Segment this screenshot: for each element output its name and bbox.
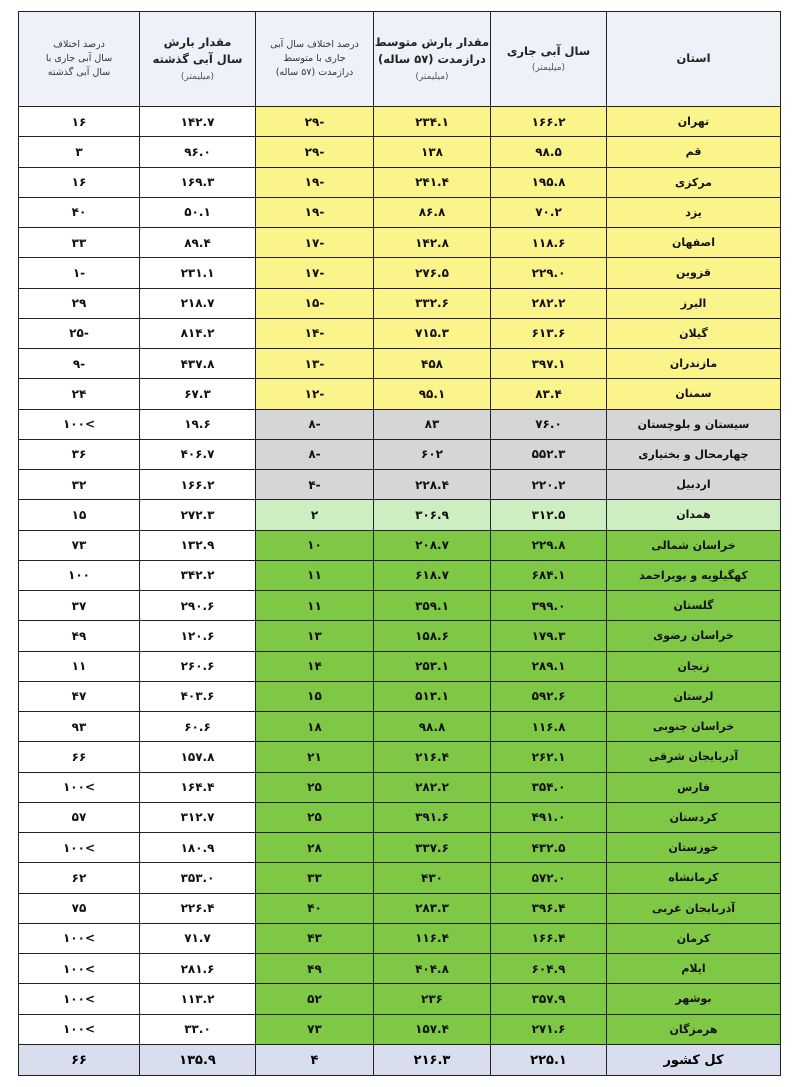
province-cell: اردبیل xyxy=(607,470,781,500)
diff-last-year-cell: >۱۰۰ xyxy=(19,833,140,863)
longterm-average-cell: ۳۰۶.۹ xyxy=(374,500,491,530)
diff-longterm-cell: -۱۴ xyxy=(256,318,374,348)
longterm-average-cell: ۲۳۶ xyxy=(374,984,491,1014)
last-year-cell: ۶۰.۶ xyxy=(140,712,256,742)
longterm-average-cell: ۶۰۲ xyxy=(374,439,491,469)
province-cell: گیلان xyxy=(607,318,781,348)
table-row xyxy=(19,1014,781,1045)
longterm-average-cell: ۲۲۸.۴ xyxy=(374,470,491,500)
diff-last-year-cell: ۱۵ xyxy=(19,500,140,530)
current-year-cell: ۱۶۶.۲ xyxy=(491,107,607,137)
diff-last-year-cell: ۱۶ xyxy=(19,167,140,197)
province-cell: سیستان و بلوچستان xyxy=(607,409,781,439)
diff-last-year-cell: ۳۲ xyxy=(19,470,140,500)
last-year-cell: ۲۱۸.۷ xyxy=(140,288,256,318)
table-row xyxy=(19,379,781,409)
header-current-year xyxy=(491,12,607,107)
total-last-year-cell: ۱۳۵.۹ xyxy=(140,1045,256,1076)
total-diff-last-year-cell: ۶۶ xyxy=(19,1045,140,1076)
diff-longterm-cell: -۲۹ xyxy=(256,137,374,167)
diff-last-year-cell: >۱۰۰ xyxy=(19,409,140,439)
province-cell: همدان xyxy=(607,500,781,530)
diff-last-year-cell: ۵۷ xyxy=(19,802,140,832)
longterm-average-cell: ۷۱۵.۳ xyxy=(374,318,491,348)
longterm-average-cell: ۲۸۲.۲ xyxy=(374,772,491,802)
last-year-cell: ۳۴۲.۲ xyxy=(140,560,256,590)
longterm-average-cell: ۲۱۶.۴ xyxy=(374,742,491,772)
table-row xyxy=(19,318,781,348)
header-diff-longterm-line1: درصد اختلاف سال آبی xyxy=(270,38,359,50)
longterm-average-cell: ۱۵۷.۴ xyxy=(374,1014,491,1045)
longterm-average-cell: ۱۱۶.۴ xyxy=(374,923,491,953)
province-cell: کرمان xyxy=(607,923,781,953)
longterm-average-cell: ۹۵.۱ xyxy=(374,379,491,409)
total-average-cell: ۲۱۶.۳ xyxy=(374,1045,491,1076)
longterm-average-cell: ۲۰۸.۷ xyxy=(374,530,491,560)
precipitation-table-container xyxy=(18,11,780,1076)
last-year-cell: ۱۳۲.۹ xyxy=(140,530,256,560)
longterm-average-cell: ۱۴۲.۸ xyxy=(374,228,491,258)
table-row xyxy=(19,258,781,288)
diff-longterm-cell: ۴۳ xyxy=(256,923,374,953)
current-year-cell: ۳۹۶.۴ xyxy=(491,893,607,923)
last-year-cell: ۱۸۰.۹ xyxy=(140,833,256,863)
diff-last-year-cell: >۱۰۰ xyxy=(19,1014,140,1045)
last-year-cell: ۵۰.۱ xyxy=(140,197,256,227)
header-diff-longterm xyxy=(256,12,374,107)
province-cell: زنجان xyxy=(607,651,781,681)
province-cell: بوشهر xyxy=(607,984,781,1014)
province-cell: چهارمحال و بختیاری xyxy=(607,439,781,469)
longterm-average-cell: ۶۱۸.۷ xyxy=(374,560,491,590)
header-province: استان xyxy=(607,12,781,107)
province-cell: آذربایجان شرقی xyxy=(607,742,781,772)
diff-last-year-cell: -۱ xyxy=(19,258,140,288)
diff-longterm-cell: ۱۵ xyxy=(256,681,374,711)
header-last-year xyxy=(140,12,256,107)
diff-longterm-cell: -۱۷ xyxy=(256,228,374,258)
diff-last-year-cell: ۲۴ xyxy=(19,379,140,409)
last-year-cell: ۳۱۲.۷ xyxy=(140,802,256,832)
header-last-year-unit: (میلیمتر) xyxy=(180,71,215,82)
province-cell: کهگیلویه و بویراحمد xyxy=(607,560,781,590)
table-row xyxy=(19,349,781,379)
last-year-cell: ۲۳۱.۱ xyxy=(140,258,256,288)
current-year-cell: ۶۰۴.۹ xyxy=(491,954,607,984)
table-row xyxy=(19,288,781,318)
table-row xyxy=(19,802,781,832)
longterm-average-cell: ۴۵۸ xyxy=(374,349,491,379)
table-row xyxy=(19,742,781,772)
province-cell: تهران xyxy=(607,107,781,137)
province-cell: لرستان xyxy=(607,681,781,711)
province-cell: ایلام xyxy=(607,954,781,984)
header-diff-last-year xyxy=(19,12,140,107)
current-year-cell: ۵۷۲.۰ xyxy=(491,863,607,893)
longterm-average-cell: ۳۳۷.۶ xyxy=(374,833,491,863)
current-year-cell: ۲۸۹.۱ xyxy=(491,651,607,681)
header-longterm-average-line2: درازمدت (۵۷ ساله) xyxy=(378,52,486,67)
diff-longterm-cell: ۱۱ xyxy=(256,591,374,621)
current-year-cell: ۲۶۲.۱ xyxy=(491,742,607,772)
header-longterm-average-unit: (میلیمتر) xyxy=(415,71,449,82)
diff-last-year-cell: ۷۵ xyxy=(19,893,140,923)
last-year-cell: ۳۳.۰ xyxy=(140,1014,256,1045)
current-year-cell: ۶۱۳.۶ xyxy=(491,318,607,348)
last-year-cell: ۱۱۳.۲ xyxy=(140,984,256,1014)
diff-longterm-cell: -۸ xyxy=(256,409,374,439)
table-row xyxy=(19,107,781,137)
longterm-average-cell: ۴۳۰ xyxy=(374,863,491,893)
diff-last-year-cell: ۱۱ xyxy=(19,651,140,681)
last-year-cell: ۱۴۲.۷ xyxy=(140,107,256,137)
longterm-average-cell: ۵۱۳.۱ xyxy=(374,681,491,711)
table-row xyxy=(19,893,781,923)
current-year-cell: ۴۹۱.۰ xyxy=(491,802,607,832)
diff-last-year-cell: ۴۹ xyxy=(19,621,140,651)
last-year-cell: ۲۸۱.۶ xyxy=(140,954,256,984)
table-row xyxy=(19,560,781,590)
header-current-year-label: سال آبی جاری xyxy=(506,43,591,58)
longterm-average-cell: ۹۸.۸ xyxy=(374,712,491,742)
diff-last-year-cell: ۳۷ xyxy=(19,591,140,621)
province-cell: کرمانشاه xyxy=(607,863,781,893)
longterm-average-cell: ۲۷۶.۵ xyxy=(374,258,491,288)
longterm-average-cell: ۲۸۳.۳ xyxy=(374,893,491,923)
table-row xyxy=(19,228,781,258)
longterm-average-cell: ۸۶.۸ xyxy=(374,197,491,227)
diff-last-year-cell: ۷۳ xyxy=(19,530,140,560)
header-last-year-line2: سال آبی گذشته xyxy=(152,52,243,67)
table-row xyxy=(19,409,781,439)
header-diff-last-year-line1: درصد اختلاف xyxy=(53,38,105,50)
current-year-cell: ۷۶.۰ xyxy=(491,409,607,439)
total-current-cell: ۲۲۵.۱ xyxy=(491,1045,607,1076)
table-row xyxy=(19,439,781,469)
diff-last-year-cell: ۴۷ xyxy=(19,681,140,711)
province-cell: مازندران xyxy=(607,349,781,379)
last-year-cell: ۴۰۳.۶ xyxy=(140,681,256,711)
table-row xyxy=(19,591,781,621)
table-row xyxy=(19,954,781,984)
province-cell: سمنان xyxy=(607,379,781,409)
diff-longterm-cell: -۲۹ xyxy=(256,107,374,137)
province-cell: خراسان رضوی xyxy=(607,621,781,651)
province-cell: هرمزگان xyxy=(607,1014,781,1045)
table-row xyxy=(19,772,781,802)
diff-last-year-cell: ۳ xyxy=(19,137,140,167)
current-year-cell: ۲۲۹.۰ xyxy=(491,258,607,288)
current-year-cell: ۷۰.۲ xyxy=(491,197,607,227)
diff-longterm-cell: -۱۲ xyxy=(256,379,374,409)
header-diff-last-year-line2: سال آبی جاری با xyxy=(45,52,113,64)
diff-last-year-cell: >۱۰۰ xyxy=(19,954,140,984)
last-year-cell: ۲۹۰.۶ xyxy=(140,591,256,621)
province-cell: فارس xyxy=(607,772,781,802)
diff-last-year-cell: ۱۰۰ xyxy=(19,560,140,590)
longterm-average-cell: ۲۴۱.۴ xyxy=(374,167,491,197)
current-year-cell: ۵۹۲.۶ xyxy=(491,681,607,711)
diff-longterm-cell: -۸ xyxy=(256,439,374,469)
diff-longterm-cell: ۲۸ xyxy=(256,833,374,863)
header-row xyxy=(19,12,781,107)
table-row xyxy=(19,500,781,530)
table-row xyxy=(19,833,781,863)
last-year-cell: ۴۳۷.۸ xyxy=(140,349,256,379)
last-year-cell: ۱۲۰.۶ xyxy=(140,621,256,651)
table-row xyxy=(19,167,781,197)
table-body xyxy=(19,107,781,1045)
diff-last-year-cell: ۹۳ xyxy=(19,712,140,742)
longterm-average-cell: ۴۰۴.۸ xyxy=(374,954,491,984)
diff-last-year-cell: ۶۲ xyxy=(19,863,140,893)
current-year-cell: ۱۱۶.۸ xyxy=(491,712,607,742)
current-year-cell: ۴۳۲.۵ xyxy=(491,833,607,863)
last-year-cell: ۱۵۷.۸ xyxy=(140,742,256,772)
table-row xyxy=(19,470,781,500)
province-cell: خوزستان xyxy=(607,833,781,863)
current-year-cell: ۱۷۹.۳ xyxy=(491,621,607,651)
province-cell: قزوین xyxy=(607,258,781,288)
current-year-cell: ۳۱۲.۵ xyxy=(491,500,607,530)
total-diff-average-cell: ۴ xyxy=(256,1045,374,1076)
last-year-cell: ۲۶۰.۶ xyxy=(140,651,256,681)
diff-longterm-cell: ۵۲ xyxy=(256,984,374,1014)
province-cell: خراسان جنوبی xyxy=(607,712,781,742)
province-cell: گلستان xyxy=(607,591,781,621)
current-year-cell: ۸۳.۴ xyxy=(491,379,607,409)
diff-longterm-cell: ۴۹ xyxy=(256,954,374,984)
current-year-cell: ۱۶۶.۴ xyxy=(491,923,607,953)
longterm-average-cell: ۲۳۴.۱ xyxy=(374,107,491,137)
current-year-cell: ۳۹۹.۰ xyxy=(491,591,607,621)
diff-longterm-cell: ۱۳ xyxy=(256,621,374,651)
last-year-cell: ۷۱.۷ xyxy=(140,923,256,953)
header-diff-longterm-line3: درازمدت (۵۷ ساله) xyxy=(275,67,354,79)
table-row xyxy=(19,651,781,681)
last-year-cell: ۱۶۶.۲ xyxy=(140,470,256,500)
header-longterm-average-line1: مقدار بارش متوسط xyxy=(374,35,490,49)
current-year-cell: ۲۷۱.۶ xyxy=(491,1014,607,1045)
current-year-cell: ۱۹۵.۸ xyxy=(491,167,607,197)
diff-last-year-cell: ۳۶ xyxy=(19,439,140,469)
province-cell: قم xyxy=(607,137,781,167)
diff-last-year-cell: ۶۶ xyxy=(19,742,140,772)
diff-last-year-cell: >۱۰۰ xyxy=(19,923,140,953)
header-diff-longterm-line2: جاری با متوسط xyxy=(283,52,346,64)
longterm-average-cell: ۱۳۸ xyxy=(374,137,491,167)
diff-last-year-cell: -۲۵ xyxy=(19,318,140,348)
diff-longterm-cell: ۴۰ xyxy=(256,893,374,923)
last-year-cell: ۸۱۴.۲ xyxy=(140,318,256,348)
longterm-average-cell: ۳۹۱.۶ xyxy=(374,802,491,832)
diff-longterm-cell: ۱۱ xyxy=(256,560,374,590)
current-year-cell: ۳۹۷.۱ xyxy=(491,349,607,379)
table-row xyxy=(19,923,781,953)
diff-last-year-cell: ۳۳ xyxy=(19,228,140,258)
table-row xyxy=(19,863,781,893)
table-row xyxy=(19,621,781,651)
last-year-cell: ۳۵۳.۰ xyxy=(140,863,256,893)
longterm-average-cell: ۳۳۲.۶ xyxy=(374,288,491,318)
last-year-cell: ۴۰۶.۷ xyxy=(140,439,256,469)
province-cell: آذربایجان غربی xyxy=(607,893,781,923)
diff-longterm-cell: ۱۴ xyxy=(256,651,374,681)
diff-longterm-cell: ۷۳ xyxy=(256,1014,374,1045)
current-year-cell: ۱۱۸.۶ xyxy=(491,228,607,258)
table-row xyxy=(19,712,781,742)
province-cell: اصفهان xyxy=(607,228,781,258)
last-year-cell: ۶۷.۳ xyxy=(140,379,256,409)
total-province-cell: کل کشور xyxy=(607,1045,781,1076)
province-cell: خراسان شمالی xyxy=(607,530,781,560)
diff-longterm-cell: ۲۵ xyxy=(256,772,374,802)
last-year-cell: ۱۹.۶ xyxy=(140,409,256,439)
diff-longterm-cell: ۱۸ xyxy=(256,712,374,742)
current-year-cell: ۲۲۹.۸ xyxy=(491,530,607,560)
province-cell: یزد xyxy=(607,197,781,227)
diff-longterm-cell: ۳۳ xyxy=(256,863,374,893)
current-year-cell: ۲۸۲.۲ xyxy=(491,288,607,318)
current-year-cell: ۵۵۲.۳ xyxy=(491,439,607,469)
last-year-cell: ۱۶۴.۴ xyxy=(140,772,256,802)
diff-last-year-cell: ۱۶ xyxy=(19,107,140,137)
diff-last-year-cell: >۱۰۰ xyxy=(19,984,140,1014)
diff-longterm-cell: -۱۵ xyxy=(256,288,374,318)
current-year-cell: ۳۵۷.۹ xyxy=(491,984,607,1014)
longterm-average-cell: ۳۵۹.۱ xyxy=(374,591,491,621)
table-row xyxy=(19,530,781,560)
table-row xyxy=(19,137,781,167)
diff-longterm-cell: -۱۷ xyxy=(256,258,374,288)
longterm-average-cell: ۸۳ xyxy=(374,409,491,439)
last-year-cell: ۹۶.۰ xyxy=(140,137,256,167)
diff-longterm-cell: ۲ xyxy=(256,500,374,530)
header-diff-last-year-line3: سال آبی گذشته xyxy=(47,67,111,79)
longterm-average-cell: ۲۵۳.۱ xyxy=(374,651,491,681)
last-year-cell: ۲۷۲.۳ xyxy=(140,500,256,530)
diff-longterm-cell: -۱۳ xyxy=(256,349,374,379)
header-current-year-unit: (میلیمتر) xyxy=(531,62,566,73)
current-year-cell: ۹۸.۵ xyxy=(491,137,607,167)
diff-last-year-cell: -۹ xyxy=(19,349,140,379)
current-year-cell: ۳۵۴.۰ xyxy=(491,772,607,802)
table-row xyxy=(19,681,781,711)
province-cell: مرکزی xyxy=(607,167,781,197)
header-longterm-average xyxy=(374,12,491,107)
header-last-year-line1: مقدار بارش xyxy=(163,35,232,49)
table-row xyxy=(19,984,781,1014)
diff-last-year-cell: ۴۰ xyxy=(19,197,140,227)
diff-longterm-cell: ۲۵ xyxy=(256,802,374,832)
province-cell: کردستان xyxy=(607,802,781,832)
current-year-cell: ۲۲۰.۲ xyxy=(491,470,607,500)
table-row xyxy=(19,197,781,227)
total-row xyxy=(19,1045,781,1076)
current-year-cell: ۶۸۴.۱ xyxy=(491,560,607,590)
precipitation-table xyxy=(18,11,781,1076)
diff-longterm-cell: -۴ xyxy=(256,470,374,500)
diff-longterm-cell: ۱۰ xyxy=(256,530,374,560)
province-cell: البرز xyxy=(607,288,781,318)
last-year-cell: ۱۶۹.۳ xyxy=(140,167,256,197)
diff-longterm-cell: -۱۹ xyxy=(256,167,374,197)
last-year-cell: ۲۲۶.۴ xyxy=(140,893,256,923)
diff-longterm-cell: -۱۹ xyxy=(256,197,374,227)
diff-longterm-cell: ۲۱ xyxy=(256,742,374,772)
diff-last-year-cell: >۱۰۰ xyxy=(19,772,140,802)
longterm-average-cell: ۱۵۸.۶ xyxy=(374,621,491,651)
diff-last-year-cell: ۲۹ xyxy=(19,288,140,318)
last-year-cell: ۸۹.۴ xyxy=(140,228,256,258)
